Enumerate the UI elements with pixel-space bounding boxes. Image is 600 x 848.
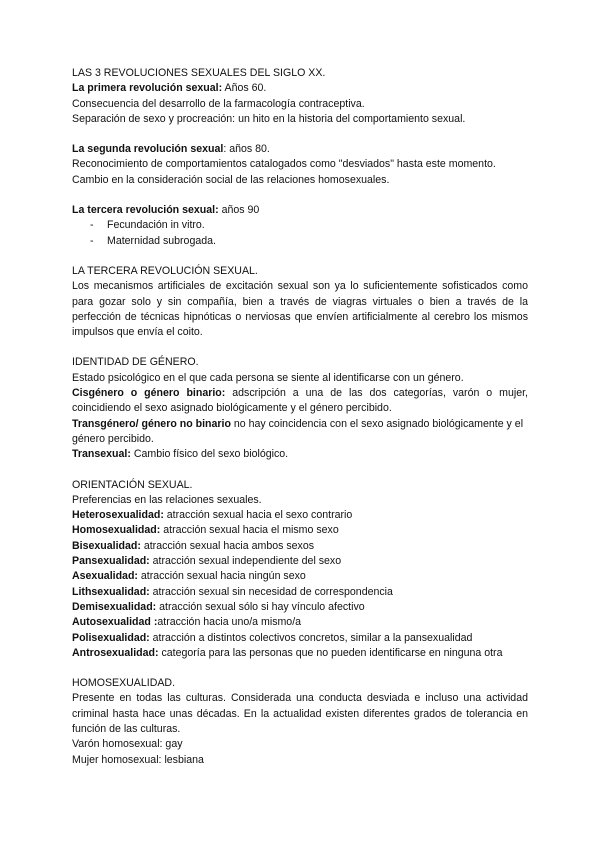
text: atracción a distintos colectivos concretos, similar a la pansexualidad — [149, 631, 473, 644]
label: Polisexualidad: — [72, 631, 150, 644]
definition-cisgenero — [72, 386, 528, 417]
text: atracción sexual hacia el mismo sexo — [160, 524, 339, 537]
orientation-item — [72, 615, 528, 630]
label: Transgénero/ género no binario — [72, 417, 231, 430]
section-title: LA TERCERA REVOLUCIÓN SEXUAL. — [72, 264, 258, 277]
orientation-item — [72, 539, 528, 554]
label: Cisgénero o género binario: — [72, 387, 226, 400]
text-line: Cambio en la consideración social de las relaciones homosexuales. — [72, 173, 390, 186]
spacer — [72, 463, 528, 478]
text: atracción hacia uno/a mismo/a — [157, 616, 302, 629]
text-line: Separación de sexo y procreación: un hito en la historia del comportamiento sexual. — [72, 112, 466, 125]
list-item — [72, 218, 528, 233]
spacer — [72, 188, 528, 203]
text: atracción sexual independiente del sexo — [149, 555, 342, 568]
paragraph: Presente en todas las culturas. Considerada una conducta desviada e incluso una actividad criminal hasta hace unas décadas. En la actualidad existen diferentes grados de tolerancia en función de las culturas. — [72, 692, 528, 735]
spacer — [72, 340, 528, 355]
definition-transgenero — [72, 417, 528, 448]
text: no hay coincidencia con el sexo asignado biológicamente y el género percibido. — [72, 417, 524, 445]
definition-transexual — [72, 447, 528, 462]
orientation-item — [72, 646, 528, 661]
spacer — [72, 127, 528, 142]
value: : años 80. — [223, 143, 270, 156]
label: Demisexualidad: — [72, 600, 157, 613]
text-line: Preferencias en las relaciones sexuales. — [72, 493, 262, 506]
revolution-2 — [72, 142, 528, 157]
label: Bisexualidad: — [72, 539, 141, 552]
label: Transexual: — [72, 448, 131, 461]
text: categoría para las personas que no pueden identificarse en ninguna otra — [158, 646, 503, 659]
list-item-text: Maternidad subrogada. — [107, 234, 216, 247]
label: Pansexualidad: — [72, 555, 150, 568]
list-item-text: Fecundación in vitro. — [107, 219, 205, 232]
label: Lithsexualidad: — [72, 585, 150, 598]
text: atracción sexual sólo si hay vínculo afectivo — [156, 600, 365, 613]
value: años 90 — [218, 204, 260, 217]
orientation-item — [72, 631, 528, 646]
orientation-item — [72, 523, 528, 538]
orientation-item — [72, 508, 528, 523]
text: Cambio físico del sexo biológico. — [130, 448, 289, 461]
orientation-item — [72, 554, 528, 569]
revolution-1 — [72, 81, 528, 96]
label: Asexualidad: — [72, 570, 138, 583]
bullet-marker: - — [90, 219, 94, 232]
spacer — [72, 661, 528, 676]
orientation-item — [72, 585, 528, 600]
text-line: Estado psicológico en el que cada persona se siente al identificarse con un género. — [72, 371, 464, 384]
spacer — [72, 249, 528, 264]
section-title: ORIENTACIÓN SEXUAL. — [72, 478, 193, 491]
text: atracción sexual hacia ambos sexos — [140, 539, 315, 552]
text-line: Reconocimiento de comportamientos catalogados como "desviados" hasta este momento. — [72, 158, 496, 171]
orientation-item — [72, 569, 528, 584]
list-item — [72, 234, 528, 249]
bullet-marker: - — [90, 234, 94, 247]
label: Heterosexualidad: — [72, 509, 164, 522]
text-line: Mujer homosexual: lesbiana — [72, 753, 204, 766]
label: La primera revolución sexual: — [72, 82, 223, 95]
label: La segunda revolución sexual — [72, 143, 224, 156]
text-line: Consecuencia del desarrollo de la farmacología contraceptiva. — [72, 97, 365, 110]
text: atracción sexual hacia el sexo contrario — [163, 509, 353, 522]
section-title: IDENTIDAD DE GÉNERO. — [72, 356, 199, 369]
orientation-item — [72, 600, 528, 615]
text: atracción sexual hacia ningún sexo — [137, 570, 306, 583]
revolution-3 — [72, 203, 528, 218]
text: atracción sexual sin necesidad de correspondencia — [149, 585, 393, 598]
section-title: HOMOSEXUALIDAD. — [72, 677, 176, 690]
label: La tercera revolución sexual: — [72, 204, 219, 217]
label: Autosexualidad : — [72, 616, 158, 629]
label: Antrosexualidad: — [72, 646, 159, 659]
section-title: LAS 3 REVOLUCIONES SEXUALES DEL SIGLO XX. — [72, 67, 326, 79]
label: Homosexualidad: — [72, 524, 161, 537]
document-page — [72, 66, 528, 768]
value: Años 60. — [222, 82, 267, 95]
paragraph: Los mecanismos artificiales de excitación sexual son ya lo suficientemente sofisticados como para gozar solo y sin compañía, bien a través de viagras virtuales o bien a través de la perfección de técnicas hipnóticas o nerviosas que envíen artificialmente al cerebro los mismos impulsos que envía el coito. — [72, 280, 528, 339]
text-line: Varón homosexual: gay — [72, 738, 183, 751]
text: adscripción a una de las dos categorías, varón o mujer, coincidiendo el sexo asignado biológicamente y el género percibido. — [72, 387, 528, 415]
